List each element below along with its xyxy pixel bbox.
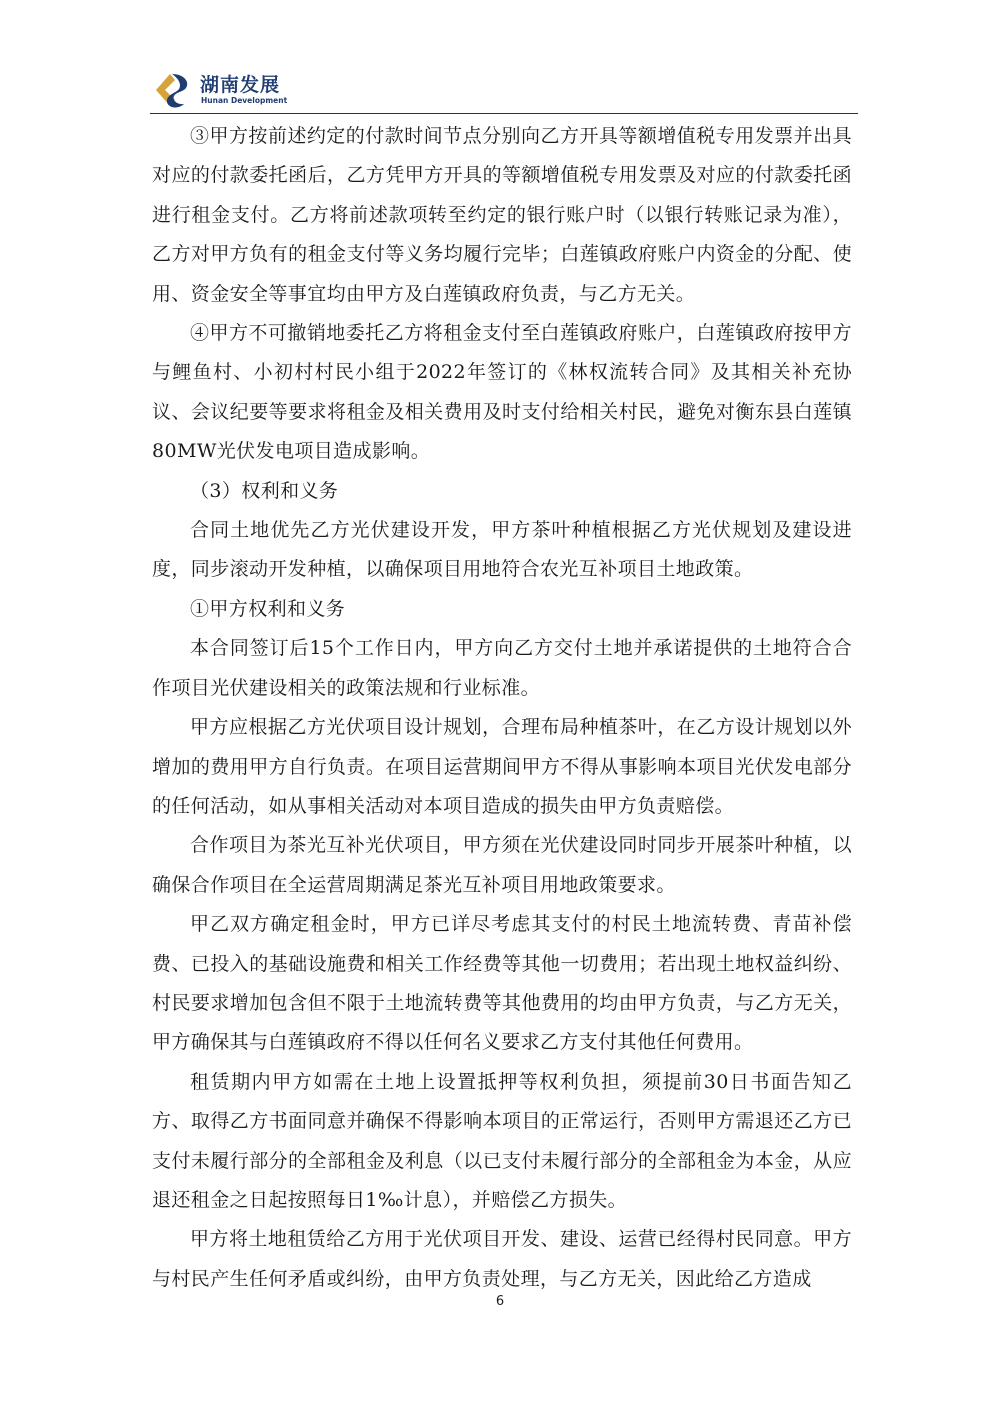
document-body (152, 117, 852, 1299)
paragraph-land-delivery: 本合同签订后15个工作日内，甲方向乙方交付土地并承诺提供的土地符合合作项目光伏建设相关的政策法规和行业标准。 (152, 637, 852, 699)
page-number: 6 (495, 1294, 505, 1309)
paragraph-tea-pv-complement: 合作项目为茶光互补光伏项目，甲方须在光伏建设同时同步开展茶叶种植，以确保合作项目在全运营周期满足茶光互补项目用地政策要求。 (152, 834, 852, 896)
logo-text-cn: 湖南发展 (200, 74, 281, 96)
header-divider (150, 113, 858, 114)
paragraph-tea-layout: 甲方应根据乙方光伏项目设计规划，合理布局种植茶叶，在乙方设计规划以外增加的费用甲方自行负责。在项目运营期间甲方不得从事影响本项目光伏发电部分的任何活动，如从事相关活动对本项目造成的损失由甲方负责赔偿。 (152, 716, 852, 817)
paragraph-entrusted-payment: ④甲方不可撤销地委托乙方将租金支付至白莲镇政府账户，白莲镇政府按甲方与鲤鱼村、小初村村民小组于2022年签订的《林权流转合同》及其相关补充协议、会议纪要等要求将租金及相关费用及时支付给相关村民，避免对衡东县白莲镇80MW光伏发电项目造成影响。 (152, 322, 852, 463)
paragraph-rent-costs: 甲乙双方确定租金时，甲方已详尽考虑其支付的村民土地流转费、青苗补偿费、已投入的基础设施费和相关工作经费等其他一切费用；若出现土地权益纠纷、村民要求增加包含但不限于土地流转费等其他费用的均由甲方负责，与乙方无关，甲方确保其与白莲镇政府不得以任何名义要求乙方支付其他任何费用。 (152, 913, 852, 1054)
section-heading-rights-obligations: （3）权利和义务 (190, 479, 339, 502)
hunan-development-logo-icon (150, 70, 194, 110)
paragraph-payment-invoice: ③甲方按前述约定的付款时间节点分别向乙方开具等额增值税专用发票并出具对应的付款委托函后，乙方凭甲方开具的等额增值税专用发票及对应的付款委托函进行租金支付。乙方将前述款项转至约定的银行账户时（以银行转账记录为准），乙方对甲方负有的租金支付等义务均履行完毕；白莲镇政府账户内资金的分配、使用、资金安全等事宜均由甲方及白莲镇政府负责，与乙方无关。 (152, 125, 852, 305)
paragraph-villager-consent: 甲方将土地租赁给乙方用于光伏项目开发、建设、运营已经得村民同意。甲方与村民产生任何矛盾或纠纷，由甲方负责处理，与乙方无关，因此给乙方造成 (152, 1228, 852, 1290)
page-header (0, 0, 1000, 118)
logo-text-en: Hunan Development (201, 96, 288, 105)
paragraph-mortgage-restriction: 租赁期内甲方如需在土地上设置抵押等权利负担，须提前30日书面告知乙方、取得乙方书面同意并确保不得影响本项目的正常运行，否则甲方需退还乙方已支付未履行部分的全部租金及利息（以已支付未履行部分的全部租金为本金，从应退还租金之日起按照每日1‰计息），并赔偿乙方损失。 (152, 1070, 852, 1211)
paragraph-land-priority: 合同土地优先乙方光伏建设开发，甲方茶叶种植根据乙方光伏规划及建设进度，同步滚动开发种植，以确保项目用地符合农光互补项目土地政策。 (152, 519, 852, 581)
subheading-party-a-rights: ①甲方权利和义务 (190, 597, 346, 620)
